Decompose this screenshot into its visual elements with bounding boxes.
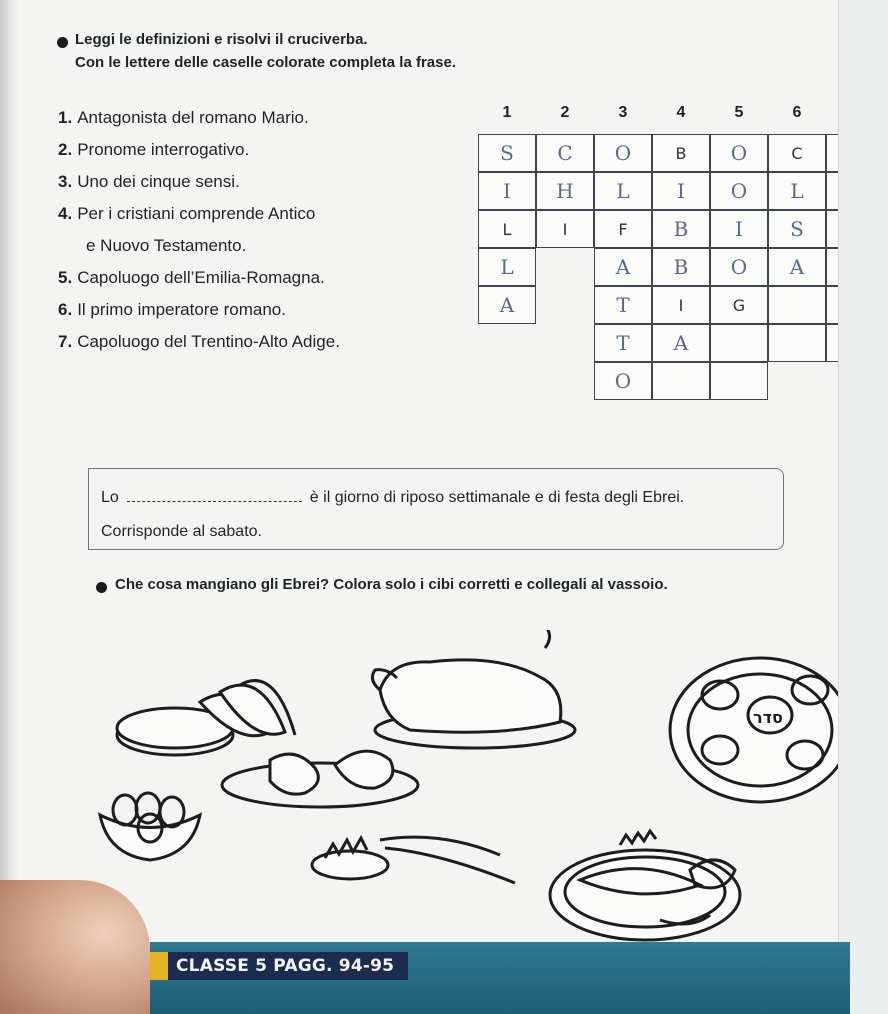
herbs-bowl-illustration <box>312 837 515 883</box>
crossword-cell[interactable] <box>652 362 710 400</box>
crossword-cell[interactable]: H <box>536 172 594 210</box>
crossword-grid <box>478 92 848 452</box>
sentence-line <box>101 487 684 507</box>
crossword-cell[interactable]: B <box>652 248 710 286</box>
definition-2: 2. Pronome interrogativo. <box>58 140 250 159</box>
footer-label: CLASSE 5 PAGG. 94-95 <box>168 952 408 980</box>
crossword-column-number: 4 <box>676 104 686 121</box>
crossword-cell[interactable]: T <box>594 286 652 324</box>
definition-3: 3. Uno dei cinque sensi. <box>58 172 240 191</box>
crossword-cell[interactable]: L <box>594 172 652 210</box>
crossword-cell[interactable]: I <box>652 172 710 210</box>
crossword-column-number: 5 <box>734 104 744 121</box>
sentence-line-2: Corrisponde al sabato. <box>101 523 262 540</box>
seder-plate-illustration <box>670 658 850 802</box>
crossword-column-number: 3 <box>618 104 628 121</box>
definition-1: 1. Antagonista del romano Mario. <box>58 108 309 127</box>
crossword-cell[interactable] <box>768 286 826 324</box>
definition-4: 4. Per i cristiani comprende Antico <box>58 204 316 223</box>
bullet-icon <box>57 37 68 48</box>
crossword-cell[interactable]: O <box>710 248 768 286</box>
crossword-cell[interactable]: L <box>768 172 826 210</box>
bullet-icon <box>96 582 107 593</box>
next-page-edge <box>838 0 888 1014</box>
chicken-legs-illustration <box>222 751 418 807</box>
crossword-cell[interactable]: S <box>478 134 536 172</box>
crossword-cell[interactable] <box>768 324 826 362</box>
instruction-colored-cells: Con le lettere delle caselle colorate completa la frase. <box>75 54 456 71</box>
crossword-cell[interactable]: S <box>768 210 826 248</box>
definitions-list <box>58 102 340 358</box>
seafood-platter-illustration <box>550 831 740 940</box>
crossword-cell[interactable]: I <box>710 210 768 248</box>
crossword-cell[interactable]: C <box>768 134 826 172</box>
instruction-crossword: Leggi le definizioni e risolvi il cruciverba. <box>75 31 368 48</box>
sentence-box <box>88 468 784 550</box>
crossword-cell[interactable]: A <box>594 248 652 286</box>
crossword-cell[interactable] <box>710 362 768 400</box>
eggs-bowl-illustration <box>100 793 200 860</box>
crossword-cell[interactable]: T <box>594 324 652 362</box>
roast-pig-illustration <box>372 630 575 748</box>
definition-5: 5. Capoluogo dell’Emilia-Romagna. <box>58 268 325 287</box>
crossword-cell[interactable] <box>710 324 768 362</box>
crossword-cell[interactable]: L <box>478 248 536 286</box>
flatbread-illustration <box>117 681 295 755</box>
footer-accent <box>150 952 168 980</box>
crossword-cell[interactable]: O <box>710 134 768 172</box>
thumb <box>0 880 150 1014</box>
crossword-cell[interactable]: I <box>536 210 594 248</box>
sentence-start: Lo <box>101 489 119 506</box>
definition-6: 6. Il primo imperatore romano. <box>58 300 286 319</box>
crossword-cell[interactable]: L <box>478 210 536 248</box>
crossword-cell[interactable]: A <box>652 324 710 362</box>
crossword-cell[interactable]: B <box>652 134 710 172</box>
spine-shadow <box>0 0 18 1014</box>
answer-blank[interactable] <box>127 487 302 502</box>
food-illustrations <box>90 630 860 960</box>
crossword-cell[interactable]: C <box>536 134 594 172</box>
crossword-cell[interactable]: A <box>768 248 826 286</box>
instruction-food: Che cosa mangiano gli Ebrei? Colora solo i cibi corretti e collegali al vassoio. <box>115 576 668 593</box>
sentence-end: è il giorno di riposo settimanale e di festa degli Ebrei. <box>309 489 685 506</box>
crossword-cell[interactable]: A <box>478 286 536 324</box>
crossword-cell[interactable]: I <box>652 286 710 324</box>
definition-4-cont: e Nuovo Testamento. <box>86 236 247 255</box>
crossword-cell[interactable]: F <box>594 210 652 248</box>
plate-label: סדר <box>753 708 783 727</box>
crossword-cell[interactable]: O <box>710 172 768 210</box>
crossword-column-number: 6 <box>792 104 802 121</box>
crossword-cell[interactable]: I <box>478 172 536 210</box>
crossword-cell[interactable]: O <box>594 362 652 400</box>
crossword-column-number: 1 <box>502 104 512 121</box>
crossword-cell[interactable]: O <box>594 134 652 172</box>
crossword-cell[interactable]: B <box>652 210 710 248</box>
crossword-cell[interactable]: G <box>710 286 768 324</box>
crossword-column-number: 2 <box>560 104 570 121</box>
definition-7: 7. Capoluogo del Trentino-Alto Adige. <box>58 332 340 351</box>
